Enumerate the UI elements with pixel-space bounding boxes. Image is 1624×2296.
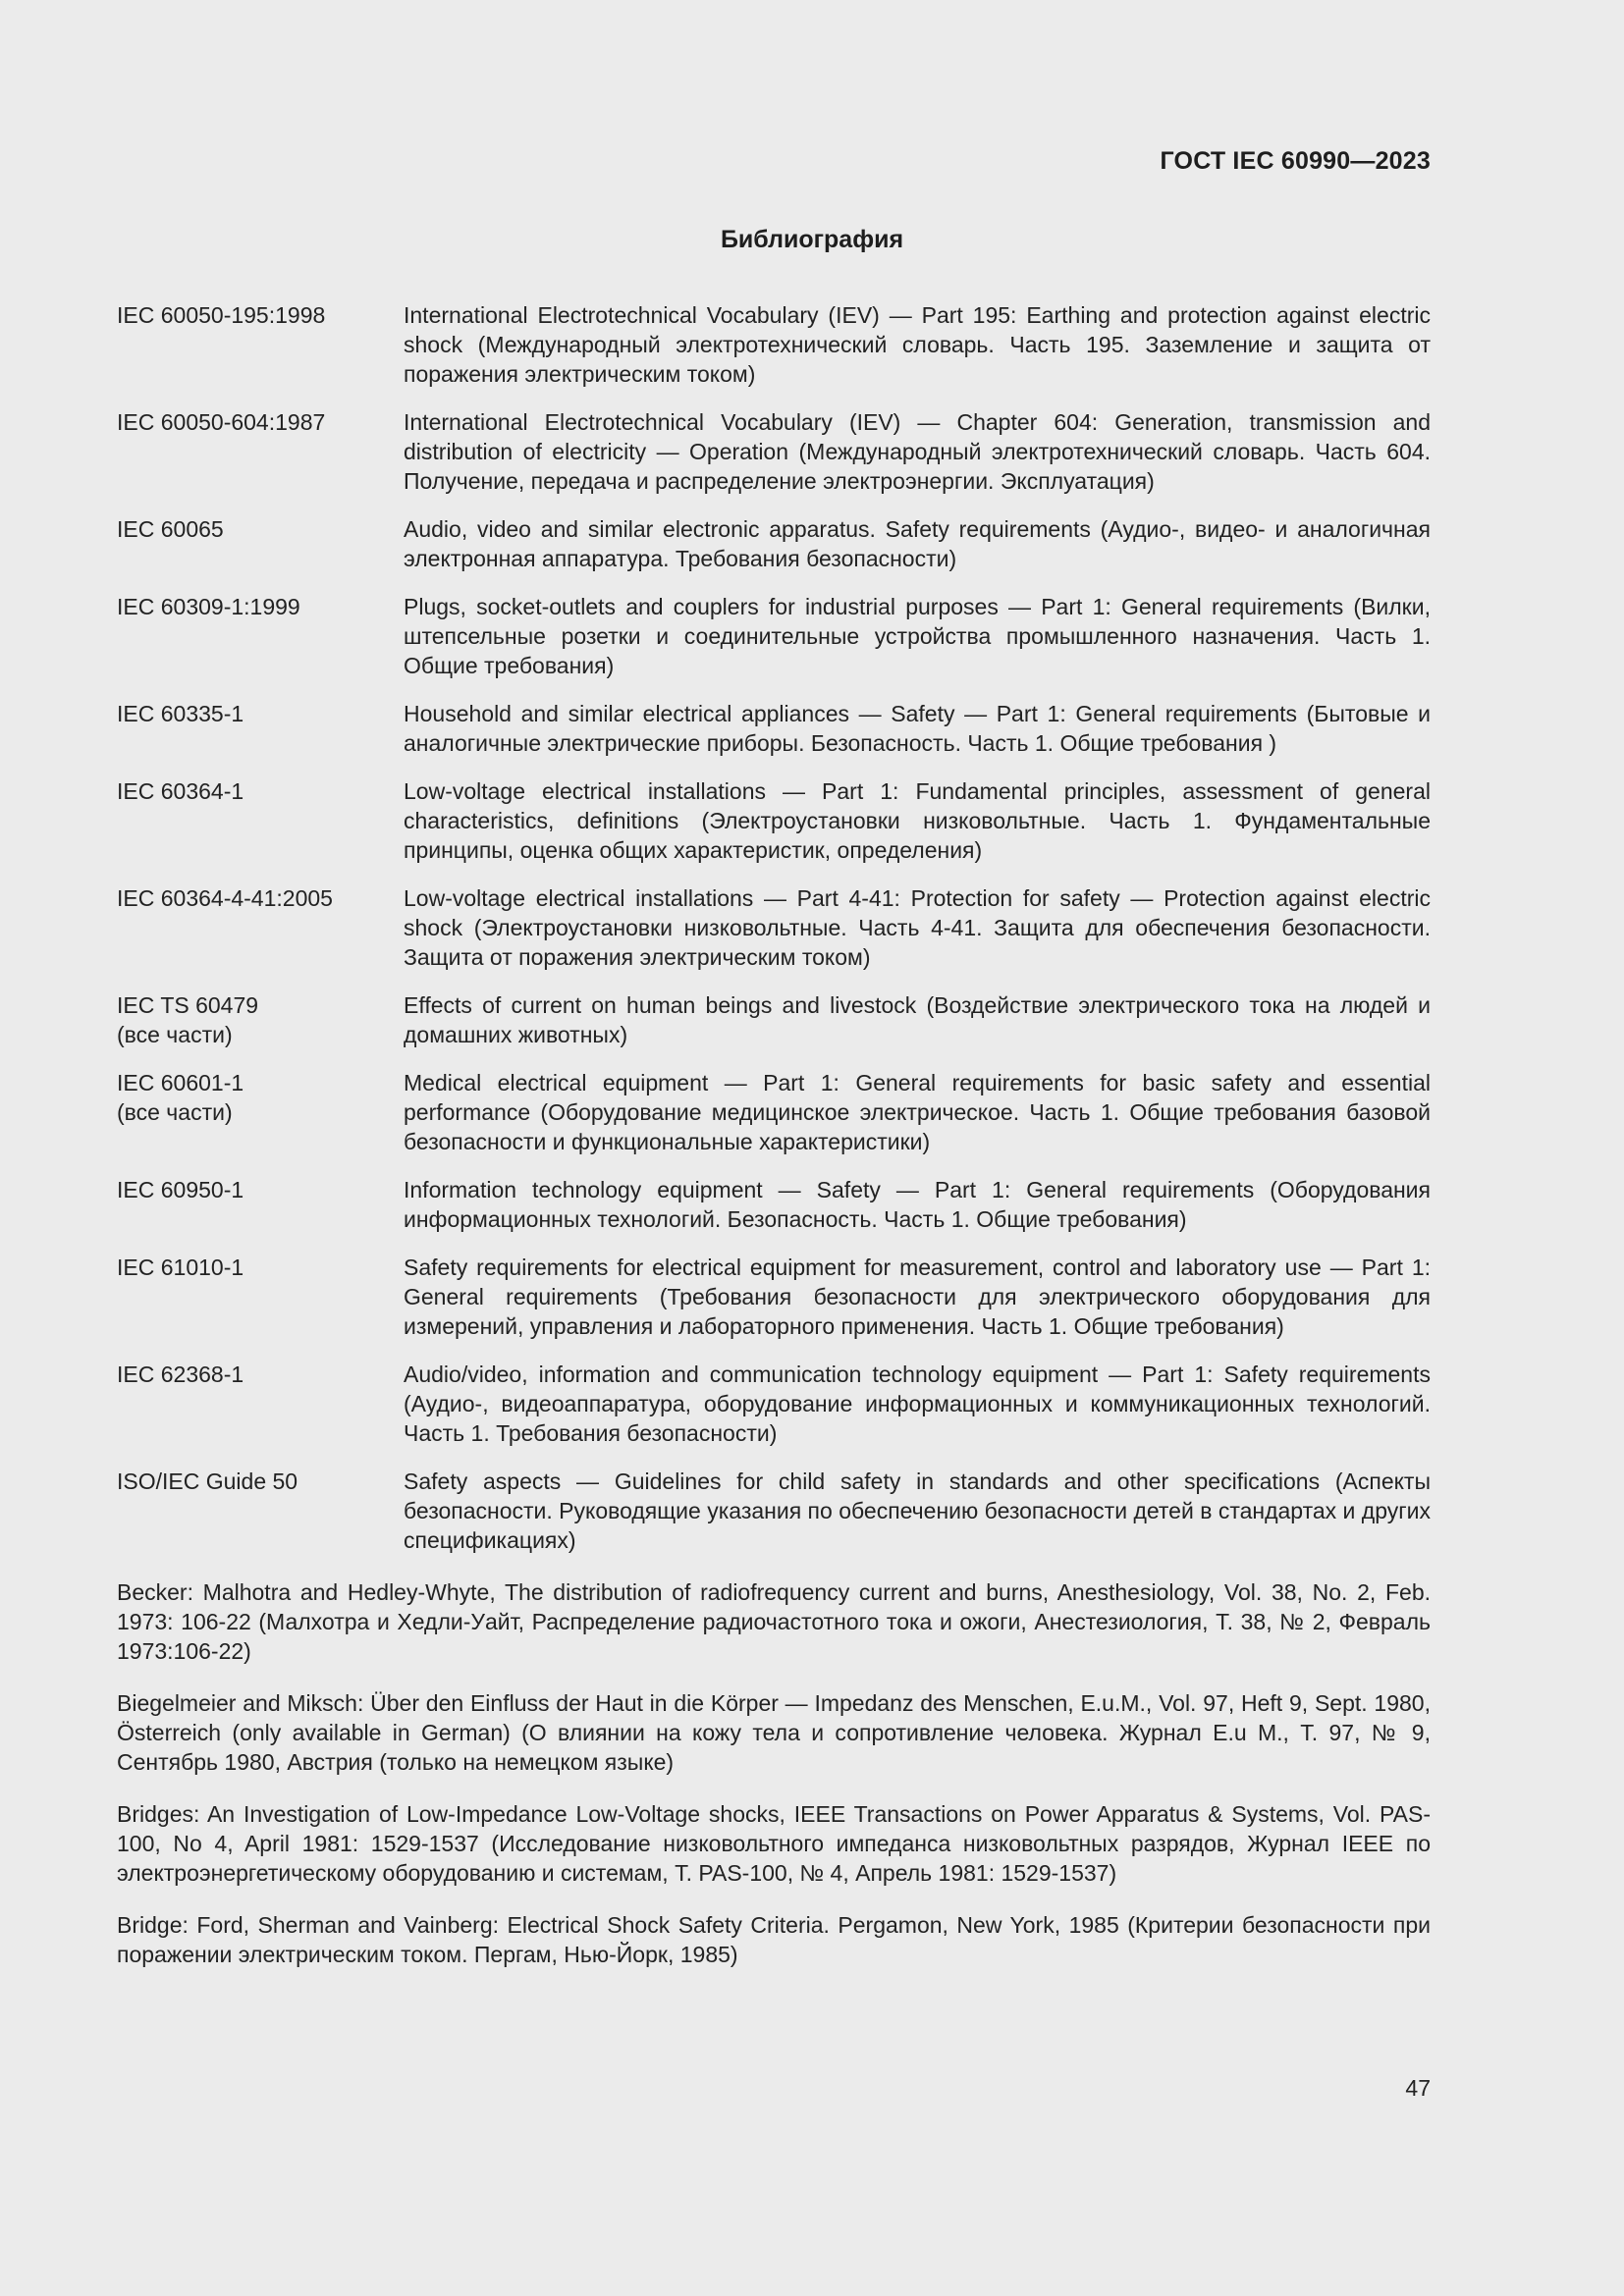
- entry-code: ISO/IEC Guide 50: [117, 1468, 298, 1494]
- bibliography-entry: [117, 776, 1431, 865]
- bibliography-entry: [117, 514, 1431, 573]
- bibliography-entry: [117, 883, 1431, 972]
- reference-paragraph: Biegelmeier and Miksch: Über den Einfluss der Haut in die Körper — Impedanz des Menschen, E.u.M., Vol. 97, Heft 9, Sept. 1980, Österreich (only available in German) (О влиянии на кожу тела и сопротивление человека. Журнал E.u M., Т. 97, № 9, Сентябрь 1980, Австрия (только на немецком языке): [117, 1690, 1431, 1775]
- bibliography-entry: [117, 1068, 1431, 1156]
- entry-code: IEC 60950-1: [117, 1177, 244, 1202]
- entry-text: International Electrotechnical Vocabulary (IEV) — Chapter 604: Generation, transmission and distribution of electricity — Operation (Международный электротехнический словарь. Часть 604. Получение, передача и распределение электроэнергии. Эксплуатация): [404, 409, 1431, 494]
- entry-text: Information technology equipment — Safety — Part 1: General requirements (Оборудования информационных технологий. Безопасность. Часть 1. Общие требования): [404, 1177, 1431, 1232]
- entry-text: Audio, video and similar electronic apparatus. Safety requirements (Аудио-, видео- и аналогичная электронная аппаратура. Требования безопасности): [404, 516, 1431, 571]
- page-number: 47: [1405, 2075, 1431, 2101]
- entry-code: IEC 60601-1 (все части): [117, 1070, 244, 1125]
- entry-code: IEC 60364-1: [117, 778, 244, 804]
- entry-code: IEC 60335-1: [117, 701, 244, 726]
- page-title: Библиография: [720, 226, 904, 253]
- entry-text: Effects of current on human beings and livestock (Воздействие электрического тока на людей и домашних животных): [404, 992, 1431, 1047]
- entry-code: IEC 60065: [117, 516, 224, 542]
- reference-paragraph: Becker: Malhotra and Hedley-Whyte, The distribution of radiofrequency current and burns, Anesthesiology, Vol. 38, No. 2, Feb. 1973: 106-22 (Малхотра и Хедли-Уайт, Распределение радиочастотного тока и ожоги, Анестезиология, Т. 38, № 2, Февраль 1973:106-22): [117, 1579, 1431, 1664]
- entry-text: International Electrotechnical Vocabulary (IEV) — Part 195: Earthing and protection against electric shock (Международный электротехнический словарь. Часть 195. Заземление и защита от поражения электрическим током): [404, 302, 1431, 387]
- entry-code: IEC 60050-195:1998: [117, 302, 326, 328]
- entry-text: Plugs, socket-outlets and couplers for industrial purposes — Part 1: General requirements (Вилки, штепсельные розетки и соединительные устройства промышленного назначения. Часть 1. Общие требования): [404, 594, 1431, 678]
- entry-code: IEC TS 60479 (все части): [117, 992, 259, 1047]
- bibliography-entry: [117, 1467, 1431, 1555]
- bibliography: [117, 300, 1431, 1988]
- document-header: ГОСТ IEC 60990—2023: [1160, 147, 1431, 175]
- bibliography-entry: [117, 699, 1431, 758]
- bibliography-entry: [117, 1360, 1431, 1448]
- entry-text: Safety aspects — Guidelines for child safety in standards and other specifications (Аспекты безопасности. Руководящие указания по обеспечению безопасности детей в стандартах и других спецификациях): [404, 1468, 1431, 1553]
- bibliography-entry: [117, 1253, 1431, 1341]
- entry-text: Low-voltage electrical installations — Part 1: Fundamental principles, assessment of general characteristics, definitions (Электроустановки низковольтные. Часть 1. Фундаментальные принципы, оценка общих характеристик, определения): [404, 778, 1431, 863]
- bibliography-entry: [117, 1175, 1431, 1234]
- entry-text: Audio/video, information and communication technology equipment — Part 1: Safety requirements (Аудио-, видеоаппаратура, оборудование информационных и коммуникационных технологий. Часть 1. Требования безопасности): [404, 1362, 1431, 1446]
- bibliography-entry: [117, 592, 1431, 680]
- bibliography-entry: [117, 407, 1431, 496]
- reference-paragraph: Bridge: Ford, Sherman and Vainberg: Electrical Shock Safety Criteria. Pergamon, New York, 1985 (Критерии безопасности при поражении электрическим током. Пергам, Нью-Йорк, 1985): [117, 1912, 1431, 1967]
- bibliography-entry: [117, 300, 1431, 389]
- entry-text: Medical electrical equipment — Part 1: General requirements for basic safety and essential performance (Оборудование медицинское электрическое. Часть 1. Общие требования базовой безопасности и функциональные характеристики): [404, 1070, 1431, 1154]
- bibliography-entry: [117, 990, 1431, 1049]
- entry-text: Safety requirements for electrical equipment for measurement, control and laboratory use — Part 1: General requirements (Требования безопасности для электрического оборудования для измерений, управления и лабораторного применения. Часть 1. Общие требования): [404, 1255, 1431, 1339]
- entry-code: IEC 61010-1: [117, 1255, 244, 1280]
- entry-code: IEC 60309-1:1999: [117, 594, 300, 619]
- entry-code: IEC 62368-1: [117, 1362, 244, 1387]
- reference-paragraph: Bridges: An Investigation of Low-Impedance Low-Voltage shocks, IEEE Transactions on Power Apparatus & Systems, Vol. PAS-100, No 4, April 1981: 1529-1537 (Исследование низковольтного импеданса низковольтных разрядов, Журнал IEEE по электроэнергетическому оборудованию и системам, Т. PAS-100, № 4, Апрель 1981: 1529-1537): [117, 1801, 1431, 1886]
- entry-text: Low-voltage electrical installations — Part 4-41: Protection for safety — Protection against electric shock (Электроустановки низковольтные. Часть 4-41. Защита для обеспечения безопасности. Защита от поражения электрическим током): [404, 885, 1431, 970]
- entry-text: Household and similar electrical appliances — Safety — Part 1: General requirements (Бытовые и аналогичные электрические приборы. Безопасность. Часть 1. Общие требования ): [404, 701, 1431, 756]
- entry-code: IEC 60050-604:1987: [117, 409, 326, 435]
- entry-code: IEC 60364-4-41:2005: [117, 885, 333, 911]
